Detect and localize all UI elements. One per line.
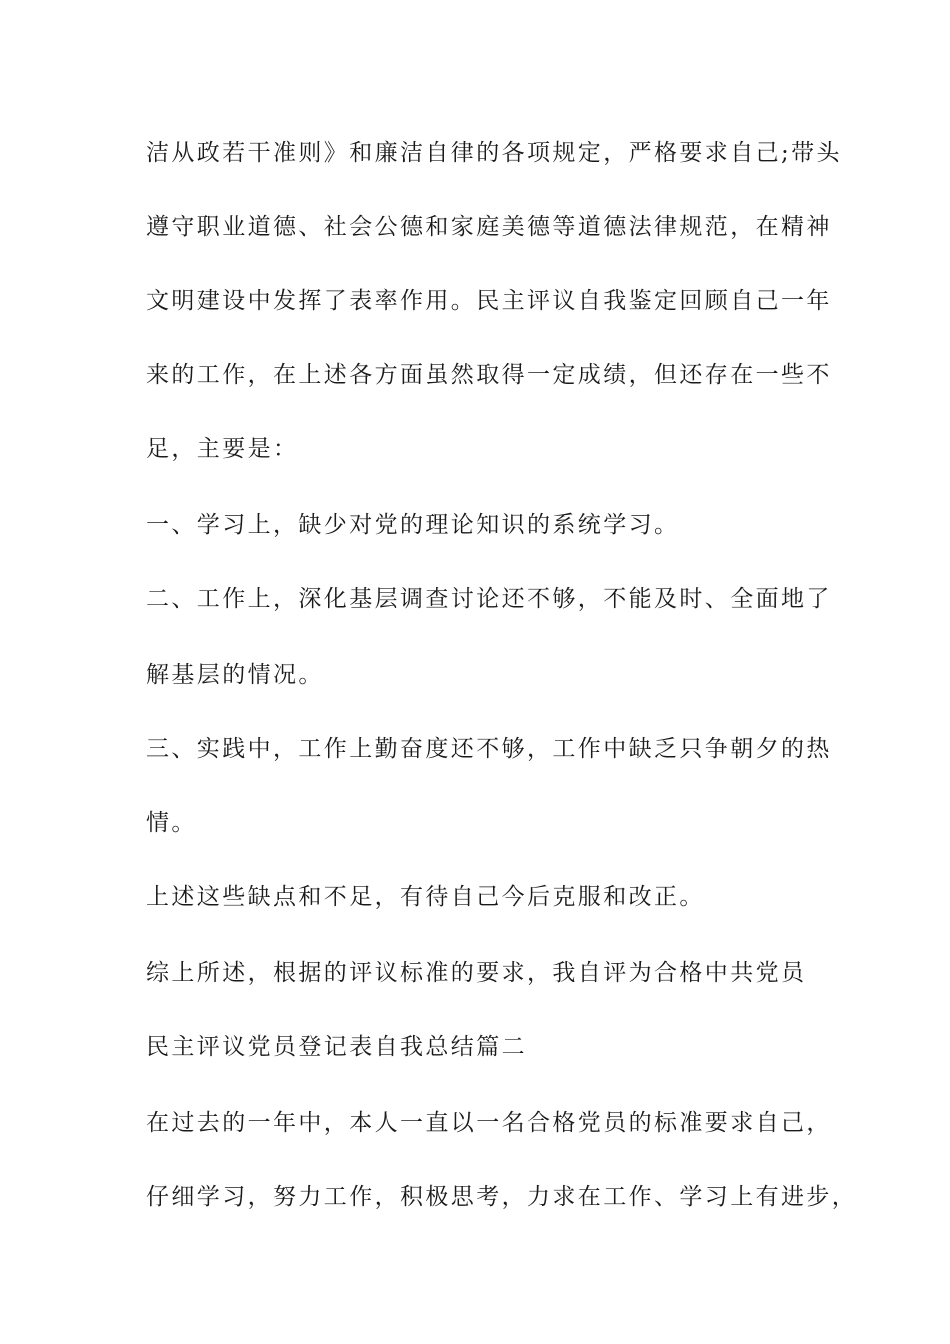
text-line-7: 二、工作上，深化基层调查讨论还不够，不能及时、全面地了 <box>146 586 832 612</box>
section-heading: 民主评议党员登记表自我总结篇二 <box>146 1034 527 1060</box>
text-line-3: 文明建设中发挥了表率作用。民主评议自我鉴定回顾自己一年 <box>146 288 832 314</box>
text-line-10: 情。 <box>146 810 197 836</box>
text-line-9: 三、实践中，工作上勤奋度还不够，工作中缺乏只争朝夕的热 <box>146 736 832 762</box>
text-line-6: 一、学习上，缺少对党的理论知识的系统学习。 <box>146 512 680 538</box>
text-line-12: 综上所述，根据的评议标准的要求，我自评为合格中共党员 <box>146 960 807 986</box>
text-line-2: 遵守职业道德、社会公德和家庭美德等道德法律规范，在精神 <box>146 214 832 240</box>
text-line-1: 洁从政若干准则》和廉洁自律的各项规定，严格要求自己;带头 <box>146 140 842 166</box>
text-line-8: 解基层的情况。 <box>146 662 324 688</box>
text-line-14: 在过去的一年中，本人一直以一名合格党员的标准要求自己， <box>146 1110 832 1136</box>
text-line-4: 来的工作，在上述各方面虽然取得一定成绩，但还存在一些不 <box>146 362 832 388</box>
text-line-5: 足，主要是： <box>146 436 299 462</box>
text-line-11: 上述这些缺点和不足，有待自己今后克服和改正。 <box>146 884 705 910</box>
text-line-15: 仔细学习，努力工作，积极思考，力求在工作、学习上有进步， <box>146 1184 858 1210</box>
